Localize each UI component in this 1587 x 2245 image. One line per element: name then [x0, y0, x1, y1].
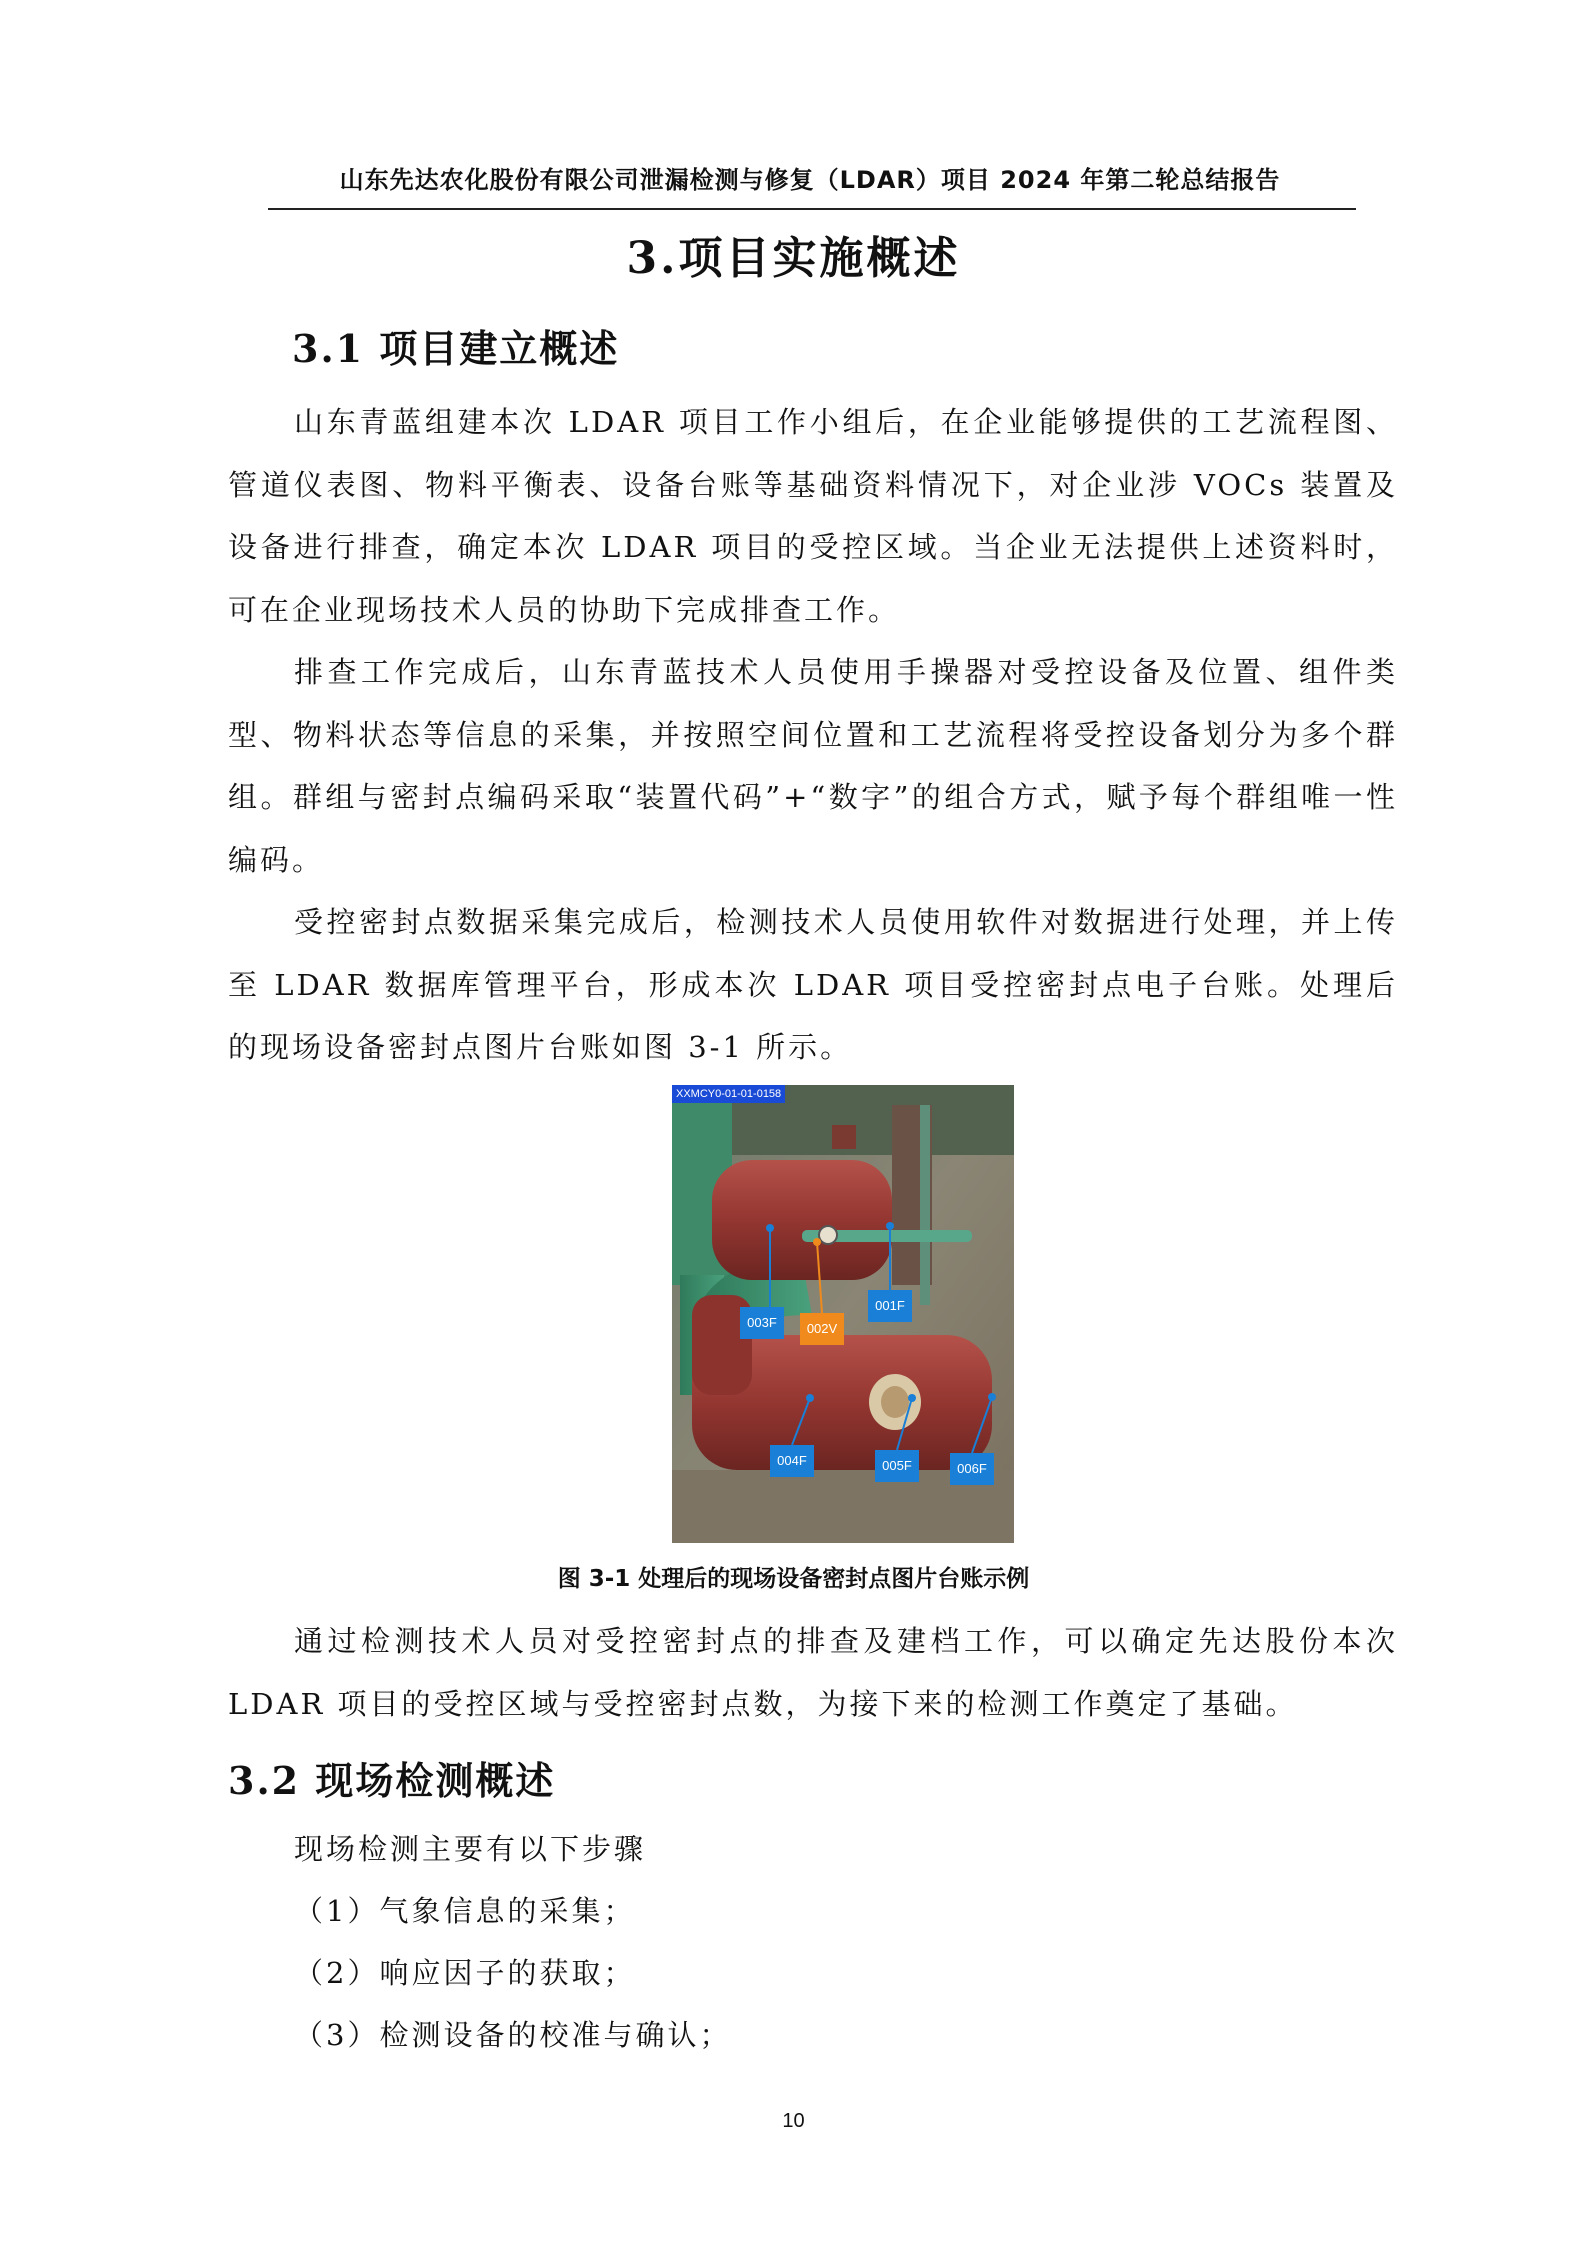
paragraph-1: 山东青蓝组建本次 LDAR 项目工作小组后，在企业能够提供的工艺流程图、管道仪表图、物料平衡表、设备台账等基础资料情况下，对企业涉 VOCs 装置及设备进行排查，确定本次 LDAR 项目的受控区域。当企业无法提供上述资料时，可在企业现场技术人员的协助下完成排查工作。 [228, 405, 1398, 627]
header-rule [268, 208, 1356, 210]
figure-photo [672, 1085, 1014, 1543]
section-title-3-2: 3.2 现场检测概述 [228, 1758, 556, 1803]
paragraph-4: 通过检测技术人员对受控密封点的排查及建档工作，可以确定先达股份本次 LDAR 项目的受控区域与受控密封点数，为接下来的检测工作奠定了基础。 [228, 1624, 1398, 1721]
paragraph-2: 排查工作完成后，山东青蓝技术人员使用手操器对受控设备及位置、组件类型、物料状态等信息的采集，并按照空间位置和工艺流程将受控设备划分为多个群组。群组与密封点编码采取“装置代码”+“数字”的组合方式，赋予每个群组唯一性编码。 [228, 655, 1398, 877]
chapter-title: 3.项目实施概述 [626, 233, 961, 284]
paragraph-3: 受控密封点数据采集完成后，检测技术人员使用软件对数据进行处理，并上传至 LDAR 数据库管理平台，形成本次 LDAR 项目受控密封点电子台账。处理后的现场设备密封点图片台账如图 3-1 所示。 [228, 905, 1398, 1064]
page-number: 10 [782, 2110, 805, 2132]
seal-point-tag: 004F [770, 1445, 814, 1477]
seal-point-tag: 001F [868, 1290, 912, 1322]
step-item: （1）气象信息的采集； [294, 1894, 636, 1928]
seal-point-tag: 003F [740, 1307, 784, 1339]
section-title-3-1: 3.1 项目建立概述 [292, 326, 620, 371]
step-item: （3）检测设备的校准与确认； [294, 2018, 732, 2052]
figure-caption: 图 3-1 处理后的现场设备密封点图片台账示例 [557, 1566, 1030, 1592]
steps-intro: 现场检测主要有以下步骤 [294, 1832, 647, 1866]
seal-point-tag: 005F [875, 1450, 919, 1482]
photo-id-label: XXMCY0-01-01-0158 [672, 1085, 785, 1103]
running-header: 山东先达农化股份有限公司泄漏检测与修复（LDAR）项目 2024 年第二轮总结报告 [339, 166, 1281, 194]
seal-point-tag: 002V [800, 1313, 844, 1345]
step-item: （2）响应因子的获取； [294, 1956, 636, 1990]
seal-point-tag: 006F [950, 1453, 994, 1485]
